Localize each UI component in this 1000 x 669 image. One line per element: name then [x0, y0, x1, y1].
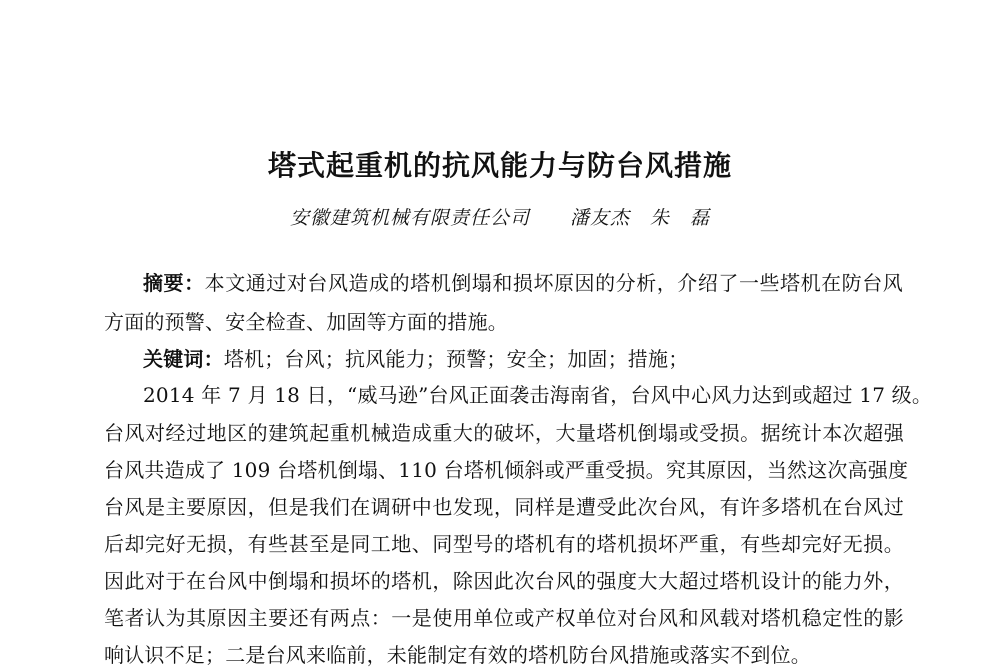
author-names: 潘友杰 朱 磊 — [570, 207, 711, 229]
body-line-7: 笔者认为其原因主要还有两点：一是使用单位或产权单位对台风和风载对塔机稳定性的影 — [104, 606, 904, 630]
body-line-1: 2014 年 7 月 18 日，“威马逊”台风正面袭击海南省，台风中心风力达到或超过 17 级。 — [143, 383, 933, 407]
body-line-2: 台风对经过地区的建筑起重机械造成重大的破坏，大量塔机倒塌或受损。据统计本次超强 — [104, 421, 904, 445]
article-title: 塔式起重机的抗风能力与防台风措施 — [267, 149, 732, 182]
body-line-5: 后却完好无损，有些甚至是同工地、同型号的塔机有的塔机损坏严重，有些却完好无损。 — [104, 532, 904, 556]
byline — [0, 204, 1000, 232]
keywords-line — [143, 345, 903, 373]
abstract-line-2: 方面的预警、安全检查、加固等方面的措施。 — [104, 310, 508, 334]
abstract-line-1 — [143, 269, 903, 297]
abstract-text-1: 本文通过对台风造成的塔机倒塌和损坏原因的分析，介绍了一些塔机在防台风 — [204, 271, 903, 295]
keywords-label: 关键词： — [143, 347, 224, 371]
body-line-4: 台风是主要原因，但是我们在调研中也发现，同样是遭受此次台风，有许多塔机在台风过 — [104, 495, 904, 519]
keywords-text: 塔机；台风；抗风能力；预警；安全；加固；措施； — [223, 347, 689, 371]
author-organization: 安徽建筑机械有限责任公司 — [289, 207, 530, 229]
abstract-label: 摘要： — [143, 271, 205, 295]
body-line-8: 响认识不足；二是台风来临前，未能制定有效的塔机防台风措施或落实不到位。 — [104, 643, 811, 667]
body-line-6: 因此对于在台风中倒塌和损坏的塔机，除因此次台风的强度大大超过塔机设计的能力外， — [104, 569, 904, 593]
body-line-3: 台风共造成了 109 台塔机倒塌、110 台塔机倾斜或严重受损。究其原因，当然这次高强度 — [104, 458, 909, 482]
